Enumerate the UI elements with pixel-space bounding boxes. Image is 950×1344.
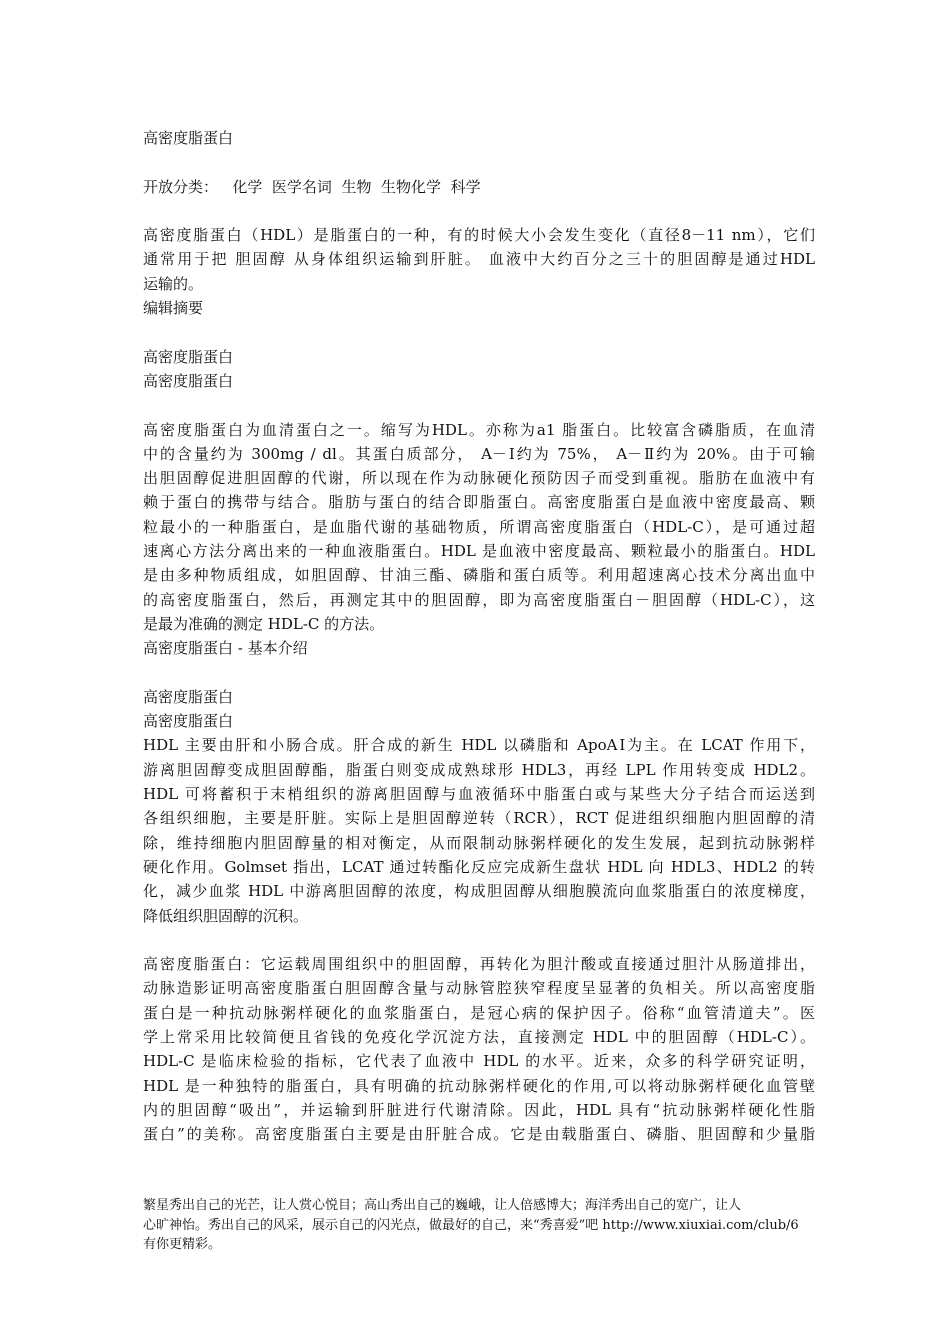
- edit-summary-link[interactable]: 编辑摘要: [143, 299, 204, 318]
- text-line: HDL-C 是临床检验的指标，它代表了血液中 HDL 的水平。近来，众多的科学研究证明，: [143, 1052, 815, 1071]
- text-line: 速离心方法分离出来的一种血液脂蛋白。HDL 是血液中密度最高、颗粒最小的脂蛋白。HDL: [143, 542, 815, 561]
- text-line: 学上常采用比较简便且省钱的免疫化学沉淀方法，直接测定 HDL 中的胆固醇（HDL-C）。: [143, 1027, 815, 1046]
- text-line: 高密度脂蛋白为血清蛋白之一。缩写为HDL。亦称为a1 脂蛋白。比较富含磷脂质，在血清: [143, 420, 815, 439]
- subheading: 高密度脂蛋白: [143, 371, 234, 390]
- category-tag[interactable]: 生物: [341, 177, 372, 196]
- text-line: 游离胆固醇变成胆固醇酯，脂蛋白则变成成熟球形 HDL3，再经 LPL 作用转变成 HDL2。: [143, 760, 815, 779]
- footer-line: 繁星秀出自己的光芒，让人赏心悦目；高山秀出自己的巍峨，让人倍感博大；海洋秀出自己的宽广，让人: [143, 1198, 742, 1213]
- intro-paragraph: [143, 223, 815, 296]
- subheading: 高密度脂蛋白: [143, 712, 234, 731]
- page-footer: [143, 1196, 815, 1255]
- text-line: 中的含量约为 300mg / dl。其蛋白质部分， A－Ⅰ约为 75%， A－Ⅱ约为 20%。由于可输: [143, 444, 815, 463]
- text-line: 通常用于把 胆固醇 从身体组织运输到肝脏。 血液中大约百分之三十的胆固醇是通过HDL: [143, 250, 815, 269]
- text-line: 硬化作用。Golmset 指出，LCAT 通过转酯化反应完成新生盘状 HDL 向 HDL3、HDL2 的转: [143, 857, 815, 876]
- text-line: 运输的。: [143, 274, 204, 293]
- category-tag[interactable]: 科学: [450, 177, 481, 196]
- footer-line: 心旷神怡。秀出自己的风采，展示自己的闪光点，做最好的自己，来“秀喜爱”吧 http://www.xiuxiai.com/club/6: [143, 1217, 799, 1233]
- text-line: HDL 可将蓄积于末梢组织的游离胆固醇与血液循环中脂蛋白或与某些大分子结合而运送到: [143, 785, 815, 804]
- text-line: 蛋白是一种抗动脉粥样硬化的血浆脂蛋白，是冠心病的保护因子。俗称“血管清道夫”。医: [143, 1003, 815, 1022]
- text-line: 是由多种物质组成，如胆固醇、甘油三酯、磷脂和蛋白质等。利用超速离心技术分离出血中: [143, 566, 815, 585]
- category-tag[interactable]: 化学: [232, 177, 263, 196]
- document-title: 高密度脂蛋白: [143, 129, 234, 147]
- text-line: 各组织细胞，主要是肝脏。实际上是胆固醇逆转（RCR），RCT 促进组织细胞内胆固醇的清: [143, 809, 815, 828]
- subheading: 高密度脂蛋白: [143, 347, 234, 366]
- footer-line: 有你更精彩。: [143, 1237, 222, 1252]
- category-tag[interactable]: 生物化学: [381, 177, 442, 196]
- text-line: 的高密度脂蛋白，然后，再测定其中的胆固醇，即为高密度脂蛋白－胆固醇（HDL-C），这: [143, 590, 815, 609]
- text-line: 降低组织胆固醇的沉积。: [143, 906, 309, 925]
- category-tag[interactable]: 医学名词: [271, 177, 332, 196]
- text-line: 是最为准确的测定 HDL-C 的方法。: [143, 614, 385, 633]
- text-line: 化，减少血浆 HDL 中游离胆固醇的浓度，构成胆固醇从细胞膜流向血浆脂蛋白的浓度梯度，: [143, 882, 815, 901]
- function-paragraph: [143, 952, 815, 1146]
- text-line: 高密度脂蛋白：它运载周围组织中的胆固醇，再转化为胆汁酸或直接通过胆汁从肠道排出，: [143, 955, 815, 974]
- text-line: HDL 主要由肝和小肠合成。肝合成的新生 HDL 以磷脂和 ApoAⅠ为主。在 LCAT 作用下，: [143, 736, 815, 755]
- synthesis-paragraph: [143, 733, 815, 927]
- text-line: 内的胆固醇“吸出”，并运输到肝脏进行代谢清除。因此，HDL 具有“抗动脉粥样硬化性脂: [143, 1100, 815, 1119]
- text-line: 出胆固醇促进胆固醇的代谢，所以现在作为动脉硬化预防因子而受到重视。脂肪在血液中有: [143, 469, 815, 488]
- category-line: [143, 175, 815, 199]
- text-line: 除，维持细胞内胆固醇量的相对衡定，从而限制动脉粥样硬化的发生发展，起到抗动脉粥样: [143, 833, 815, 852]
- document-body: [143, 126, 815, 1146]
- text-line: 赖于蛋白的携带与结合。脂肪与蛋白的结合即脂蛋白。高密度脂蛋白是血液中密度最高、颗: [143, 493, 815, 512]
- section-heading-basic: 高密度脂蛋白 - 基本介绍: [143, 639, 308, 658]
- text-line: 动脉造影证明高密度脂蛋白胆固醇含量与动脉管腔狭窄程度呈显著的负相关。所以高密度脂: [143, 979, 815, 998]
- subheading: 高密度脂蛋白: [143, 687, 234, 706]
- text-line: HDL 是一种独特的脂蛋白，具有明确的抗动脉粥样硬化的作用,可以将动脉粥样硬化血管壁: [143, 1076, 815, 1095]
- definition-paragraph: [143, 418, 815, 637]
- text-line: 粒最小的一种脂蛋白，是血脂代谢的基础物质，所谓高密度脂蛋白（HDL-C），是可通过超: [143, 517, 815, 536]
- text-line: 蛋白”的美称。高密度脂蛋白主要是由肝脏合成。它是由载脂蛋白、磷脂、胆固醇和少量脂: [143, 1125, 815, 1144]
- text-line: 高密度脂蛋白（HDL）是脂蛋白的一种，有的时候大小会发生变化（直径8－11 nm），它们: [143, 226, 815, 245]
- category-label: 开放分类：: [143, 177, 219, 196]
